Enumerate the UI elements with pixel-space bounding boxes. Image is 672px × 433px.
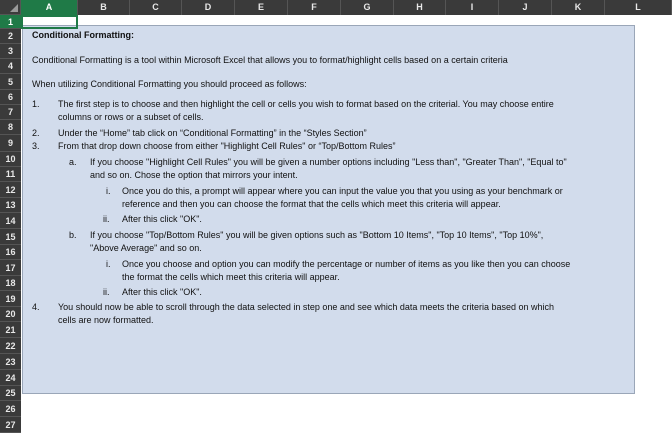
step-2-text: Under the “Home” tab click on “Conditional Formatting” in the “Styles Section” <box>58 128 367 138</box>
column-header-i[interactable]: I <box>446 0 499 15</box>
sub-a-i-line-2: reference and then you can choose the format that the cells which meet this criteria will appear. <box>122 199 501 209</box>
row-header-24[interactable]: 24 <box>0 370 21 386</box>
row-header-9[interactable]: 9 <box>0 135 21 152</box>
row-header-19[interactable]: 19 <box>0 291 21 307</box>
sub-b-line-1: If you choose "Top/Bottom Rules" you will be given options such as "Bottom 10 Items", "Top 10 Items", "Top 10%", <box>90 230 544 240</box>
row-header-25[interactable]: 25 <box>0 386 21 401</box>
row-header-2[interactable]: 2 <box>0 29 21 44</box>
row-header-1[interactable]: 1 <box>0 15 21 29</box>
textbox-intro: Conditional Formatting is a tool within Microsoft Excel that allows you to format/highlight cells based on a certain criteria <box>32 55 508 65</box>
row-header-22[interactable]: 22 <box>0 338 21 354</box>
step-4-number: 4. <box>32 302 40 312</box>
step-1-line-2: columns or rows or a subset of cells. <box>58 112 204 122</box>
step-4-line-1: You should now be able to scroll through the data selected in step one and see which data meets the criteria based on which <box>58 302 554 312</box>
step-1-number: 1. <box>32 99 40 109</box>
step-4-line-2: cells are now formatted. <box>58 315 154 325</box>
select-all-button[interactable] <box>0 0 21 15</box>
row-header-12[interactable]: 12 <box>0 182 21 198</box>
sub-a-i-numeral: i. <box>106 186 111 196</box>
sub-b-i-numeral: i. <box>106 259 111 269</box>
column-header-e[interactable]: E <box>235 0 288 15</box>
step-1-line-1: The first step is to choose and then highlight the cell or cells you wish to format based on the criterial. You may choose entire <box>58 99 554 109</box>
sub-a-i-line-1: Once you do this, a prompt will appear where you can input the value you that you using as your benchmark or <box>122 186 563 196</box>
row-header-16[interactable]: 16 <box>0 245 21 260</box>
row-header-4[interactable]: 4 <box>0 59 21 74</box>
sub-a-line-1: If you choose "Highlight Cell Rules" you will be given a number options including "Less than", "Greater Than", "Equal to" <box>90 157 567 167</box>
column-header-c[interactable]: C <box>130 0 182 15</box>
row-header-18[interactable]: 18 <box>0 276 21 291</box>
selected-cell-a1[interactable] <box>21 15 78 29</box>
column-header-l[interactable]: L <box>605 0 672 15</box>
row-header-26[interactable]: 26 <box>0 401 21 417</box>
sub-a-line-2: and so on. Chose the option that mirrors your intent. <box>90 170 298 180</box>
row-header-3[interactable]: 3 <box>0 44 21 59</box>
step-2-number: 2. <box>32 128 40 138</box>
column-header-h[interactable]: H <box>394 0 446 15</box>
sub-b-line-2: "Above Average" and so on. <box>90 243 202 253</box>
column-header-d[interactable]: D <box>182 0 235 15</box>
sub-b-ii-numeral: ii. <box>103 287 110 297</box>
row-header-10[interactable]: 10 <box>0 152 21 167</box>
row-header-17[interactable]: 17 <box>0 260 21 276</box>
sub-b-ii-text: After this click "OK". <box>122 287 202 297</box>
row-header-15[interactable]: 15 <box>0 229 21 245</box>
sub-a-ii-numeral: ii. <box>103 214 110 224</box>
row-header-21[interactable]: 21 <box>0 322 21 338</box>
column-header-b[interactable]: B <box>78 0 130 15</box>
row-header-23[interactable]: 23 <box>0 354 21 370</box>
sub-b-letter: b. <box>69 230 77 240</box>
column-header-j[interactable]: J <box>499 0 552 15</box>
column-header-a[interactable]: A <box>21 0 78 15</box>
row-header-5[interactable]: 5 <box>0 74 21 90</box>
column-header-g[interactable]: G <box>341 0 394 15</box>
textbox-lead: When utilizing Conditional Formatting you should proceed as follows: <box>32 79 307 89</box>
sub-a-letter: a. <box>69 157 77 167</box>
step-3-text: From that drop down choose from either "Highlight Cell Rules" or “Top/Bottom Rules” <box>58 141 396 151</box>
sub-a-ii-text: After this click "OK". <box>122 214 202 224</box>
textbox-title: Conditional Formatting: <box>32 30 134 40</box>
column-header-k[interactable]: K <box>552 0 605 15</box>
step-3-number: 3. <box>32 141 40 151</box>
row-header-8[interactable]: 8 <box>0 120 21 135</box>
column-header-f[interactable]: F <box>288 0 341 15</box>
row-header-20[interactable]: 20 <box>0 307 21 322</box>
row-header-7[interactable]: 7 <box>0 105 21 120</box>
row-header-27[interactable]: 27 <box>0 417 21 433</box>
sub-b-i-line-2: the format the cells which meet this criteria will appear. <box>122 272 340 282</box>
select-all-triangle-icon <box>10 4 18 12</box>
row-header-11[interactable]: 11 <box>0 167 21 182</box>
row-header-13[interactable]: 13 <box>0 198 21 213</box>
sub-b-i-line-1: Once you choose and option you can modify the percentage or number of items as you like then you can choose <box>122 259 571 269</box>
row-header-6[interactable]: 6 <box>0 90 21 105</box>
row-header-14[interactable]: 14 <box>0 213 21 229</box>
